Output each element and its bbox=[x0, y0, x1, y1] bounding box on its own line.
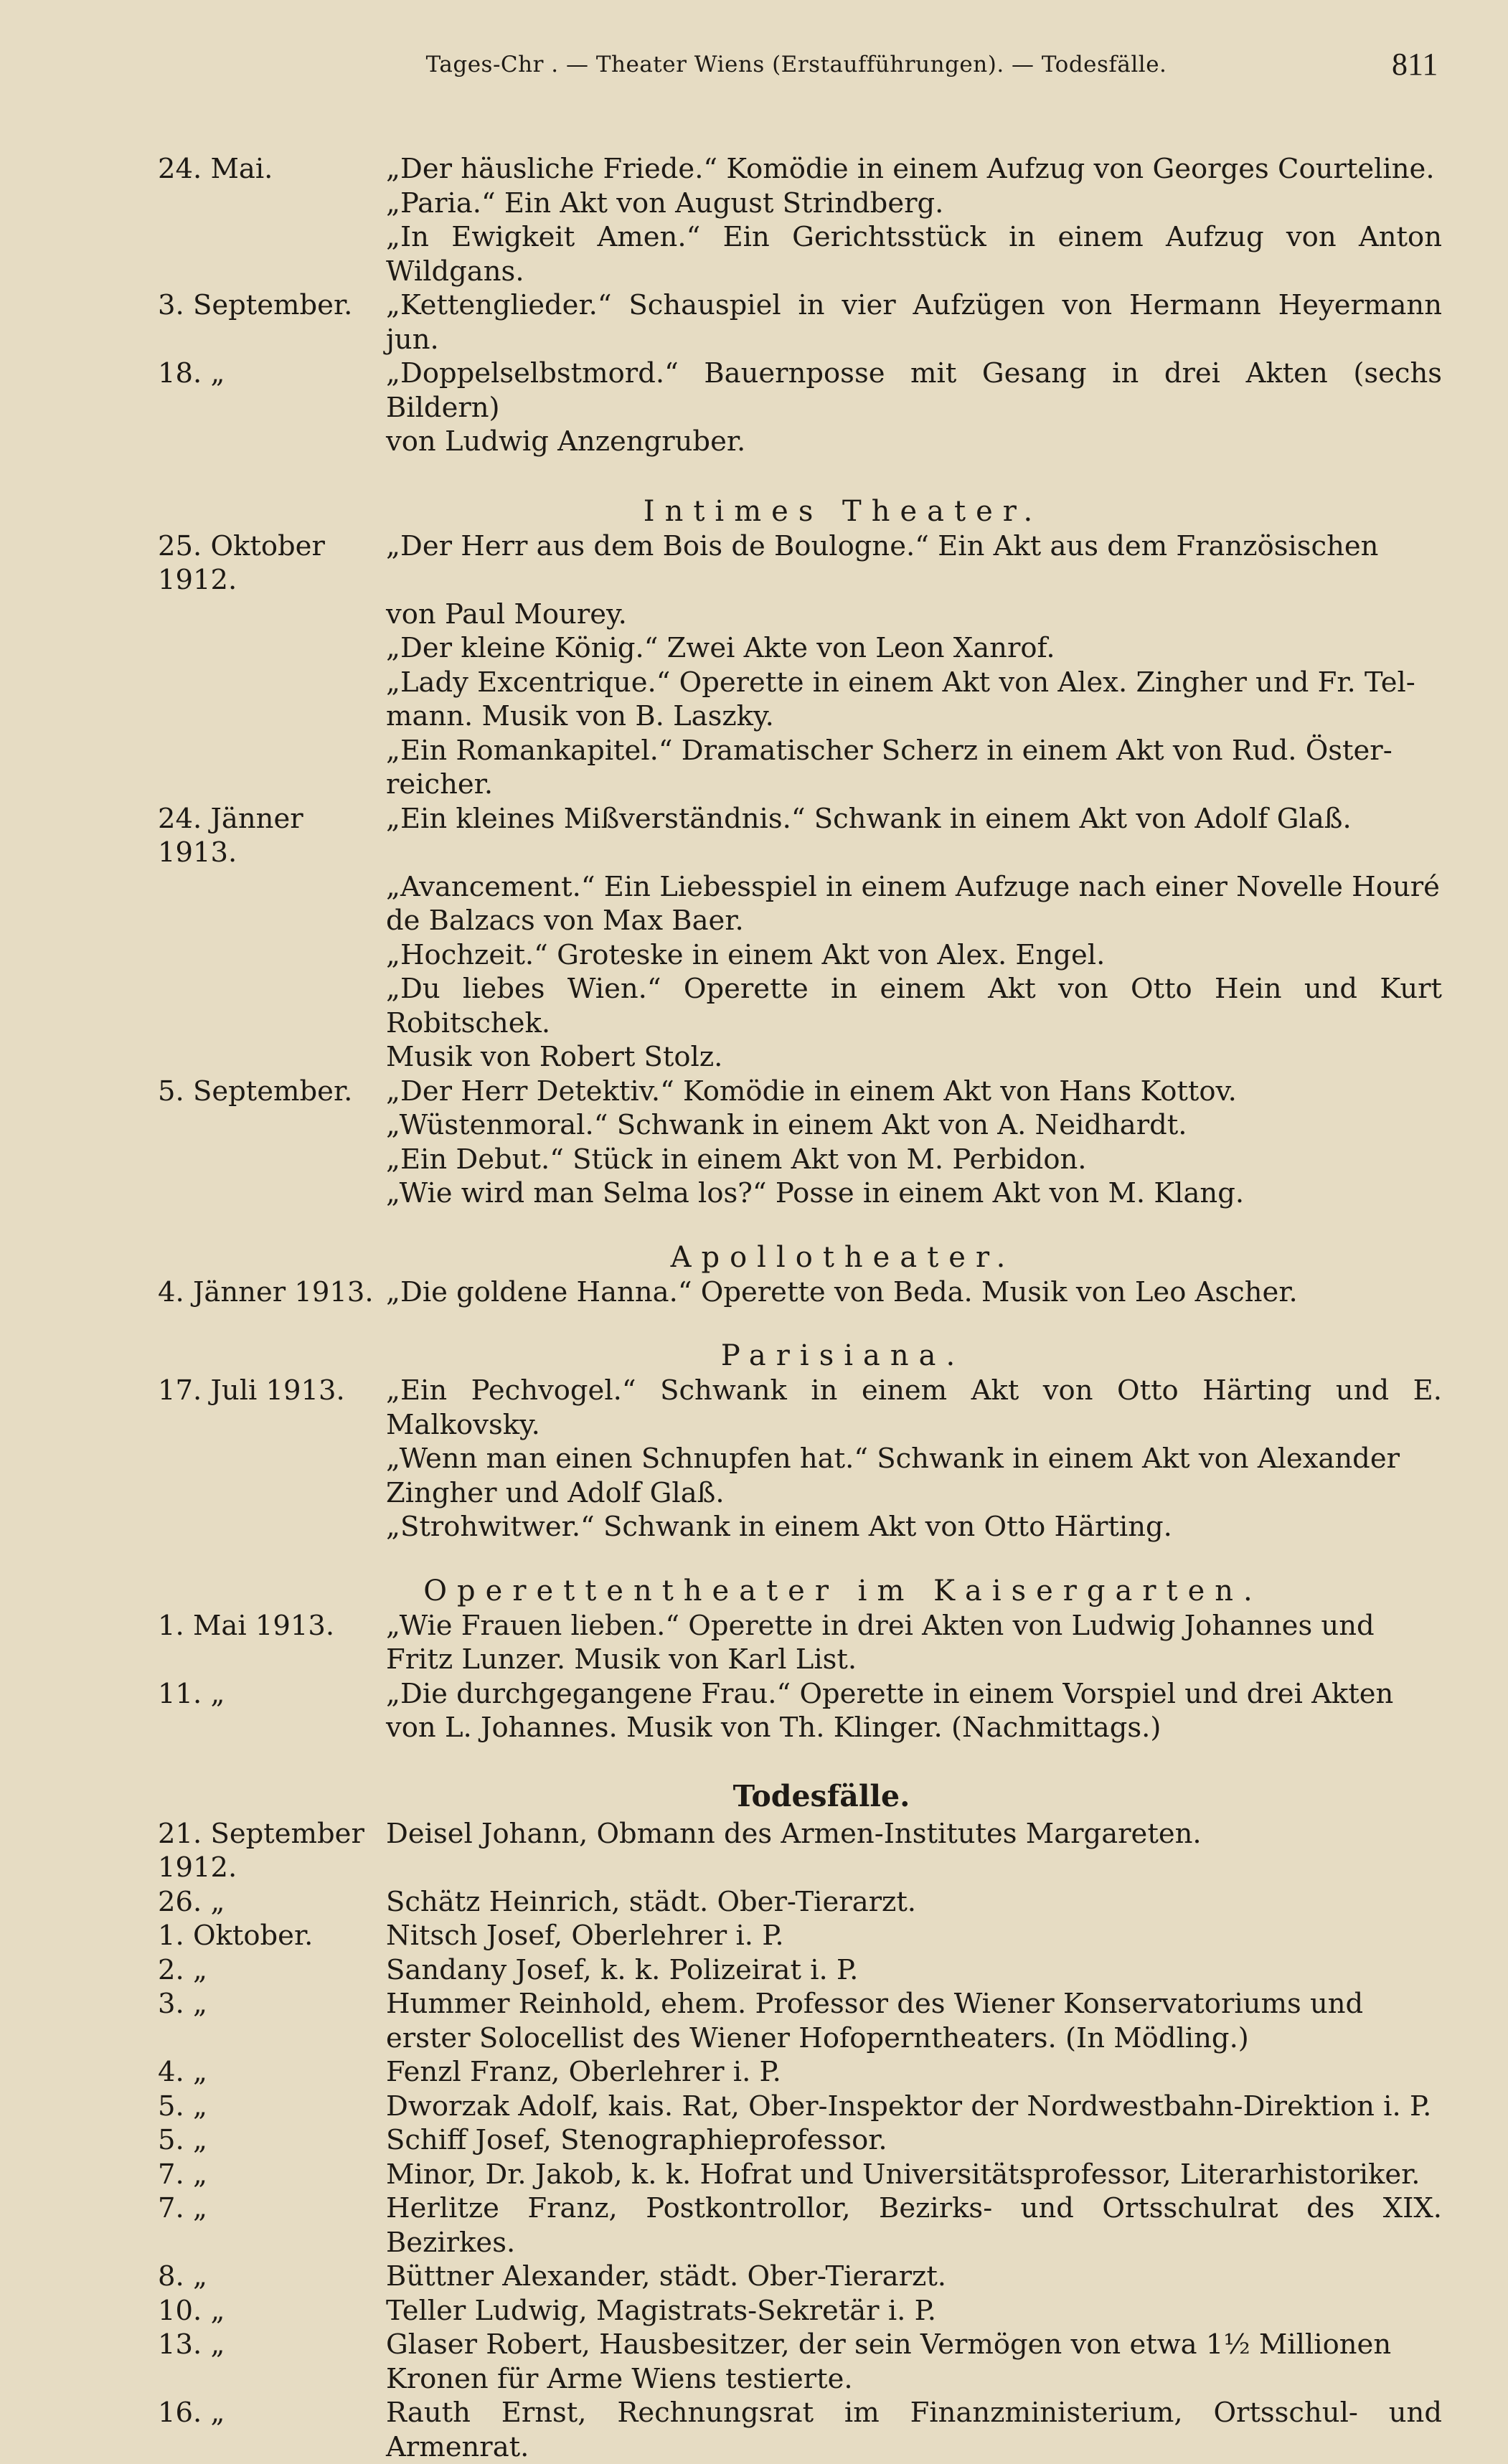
entry-row bbox=[158, 904, 1442, 938]
entry-text: „Ein kleines Mißverständnis.“ Schwank in einem Akt von Adolf Glaß. bbox=[386, 802, 1352, 835]
entry-row bbox=[158, 734, 1442, 768]
entry-row bbox=[158, 699, 1442, 734]
death-text: erster Solocellist des Wiener Hofoperntheaters. (In Mödling.) bbox=[386, 2021, 1249, 2054]
entry-row bbox=[158, 1075, 1442, 1109]
entry-date: 24. Mai. bbox=[158, 153, 273, 185]
death-date: 10. „ bbox=[158, 2294, 225, 2327]
death-date: 26. „ bbox=[158, 1885, 225, 1918]
entry-text: Fritz Lunzer. Musik von Karl List. bbox=[386, 1643, 857, 1676]
entry-row bbox=[158, 1643, 1442, 1677]
entry-row bbox=[158, 187, 1442, 221]
entry-date: 5. September. bbox=[158, 1075, 353, 1108]
death-text: Sandany Josef, k. k. Polizeirat i. P. bbox=[386, 1953, 859, 1986]
entry-date: 17. Juli 1913. bbox=[158, 1374, 345, 1407]
death-date: 21. September 1912. bbox=[158, 1817, 364, 1884]
death-row bbox=[158, 2294, 1442, 2328]
entry-date: 25. Oktober 1912. bbox=[158, 529, 325, 596]
entry-text: „Der häusliche Friede.“ Komödie in einem Aufzug von Georges Courteline. bbox=[386, 153, 1435, 185]
entry-date bbox=[158, 1711, 386, 1745]
death-text: Kronen für Arme Wiens testierte. bbox=[386, 2362, 853, 2395]
entry-row bbox=[158, 152, 1442, 187]
entry-date bbox=[158, 1143, 386, 1177]
entry-row bbox=[158, 1275, 1442, 1310]
entry-row bbox=[158, 1510, 1442, 1544]
entry-row bbox=[158, 666, 1442, 700]
entry-text: „Lady Excentrique.“ Operette in einem Akt von Alex. Zingher und Fr. Tel- bbox=[386, 666, 1415, 699]
death-text: Glaser Robert, Hausbesitzer, der sein Vermögen von etwa 1½ Millionen bbox=[386, 2328, 1392, 2361]
death-date: 7. „ bbox=[158, 2192, 207, 2224]
death-text: Rauth Ernst, Rechnungsrat im Finanzministerium, Ortsschul- und Armenrat. bbox=[386, 2397, 1442, 2463]
entry-row bbox=[158, 1374, 1442, 1442]
entry-text: „Du liebes Wien.“ Operette in einem Akt von Otto Hein und Kurt Robitschek. bbox=[386, 973, 1442, 1039]
entry-date bbox=[158, 699, 386, 734]
entry-date bbox=[158, 220, 386, 288]
death-text: Fenzl Franz, Oberlehrer i. P. bbox=[386, 2056, 781, 2088]
entry-date bbox=[158, 972, 386, 1040]
entry-date bbox=[158, 734, 386, 768]
entry-date bbox=[158, 598, 386, 632]
entry-text: „Paria.“ Ein Akt von August Strindberg. bbox=[386, 187, 944, 220]
death-date: 8. „ bbox=[158, 2260, 207, 2293]
entry-text: von Ludwig Anzengruber. bbox=[386, 425, 746, 458]
death-text: Dworzak Adolf, kais. Rat, Ober-Inspektor der Nordwestbahn-Direktion i. P. bbox=[386, 2090, 1432, 2123]
entry-text: „Der Herr Detektiv.“ Komödie in einem Akt von Hans Kottov. bbox=[386, 1075, 1237, 1108]
entry-text: Musik von Robert Stolz. bbox=[386, 1041, 723, 1073]
entry-row bbox=[158, 768, 1442, 802]
entry-row bbox=[158, 802, 1442, 870]
death-date: 5. „ bbox=[158, 2124, 207, 2156]
entry-date bbox=[158, 904, 386, 938]
entry-text: „Die durchgegangene Frau.“ Operette in einem Vorspiel und drei Akten bbox=[386, 1677, 1394, 1710]
entry-text: „Wie Frauen lieben.“ Operette in drei Akten von Ludwig Johannes und bbox=[386, 1609, 1375, 1642]
death-row bbox=[158, 2090, 1442, 2124]
entry-date bbox=[158, 1108, 386, 1143]
death-date: 3. „ bbox=[158, 1988, 207, 2020]
entry-text: mann. Musik von B. Laszky. bbox=[386, 700, 774, 732]
entry-date bbox=[158, 187, 386, 221]
entry-text: de Balzacs von Max Baer. bbox=[386, 905, 744, 937]
entry-text: „Wenn man einen Schnupfen hat.“ Schwank in einem Akt von Alexander bbox=[386, 1443, 1400, 1475]
entry-text: „Der kleine König.“ Zwei Akte von Leon Xanrof. bbox=[386, 632, 1055, 664]
death-row bbox=[158, 1953, 1442, 1988]
entry-text: „Kettenglieder.“ Schauspiel in vier Aufzügen von Hermann Heyermann jun. bbox=[386, 289, 1442, 356]
entry-date: 11. „ bbox=[158, 1677, 225, 1710]
entry-text: Zingher und Adolf Glaß. bbox=[386, 1476, 725, 1509]
page-content bbox=[158, 152, 1442, 2464]
entry-row bbox=[158, 529, 1442, 598]
entry-row bbox=[158, 1476, 1442, 1511]
entry-date bbox=[158, 1040, 386, 1075]
death-text: Hummer Reinhold, ehem. Professor des Wiener Konservatoriums und bbox=[386, 1988, 1364, 2020]
death-text: Nitsch Josef, Oberlehrer i. P. bbox=[386, 1920, 784, 1952]
death-row bbox=[158, 2396, 1442, 2464]
death-row bbox=[158, 2123, 1442, 2158]
death-date bbox=[158, 2362, 386, 2397]
entry-date: 3. September. bbox=[158, 289, 353, 321]
death-text: Schätz Heinrich, städt. Ober-Tierarzt. bbox=[386, 1885, 917, 1918]
entry-row bbox=[158, 1143, 1442, 1177]
death-date: 16. „ bbox=[158, 2397, 225, 2429]
entry-row bbox=[158, 1442, 1442, 1476]
entry-row bbox=[158, 1108, 1442, 1143]
entry-text: „Wüstenmoral.“ Schwank in einem Akt von A. Neidhardt. bbox=[386, 1109, 1187, 1141]
entry-date: 24. Jänner 1913. bbox=[158, 802, 303, 869]
death-row bbox=[158, 2260, 1442, 2294]
entry-date bbox=[158, 768, 386, 802]
running-header: Tages-Chr . — Theater Wiens (Erstaufführungen). — Todesfälle. bbox=[425, 52, 1167, 77]
death-date: 5. „ bbox=[158, 2090, 207, 2123]
entry-date bbox=[158, 666, 386, 700]
death-row bbox=[158, 1885, 1442, 1920]
entry-date bbox=[158, 425, 386, 459]
death-text: Deisel Johann, Obmann des Armen-Institutes Margareten. bbox=[386, 1817, 1202, 1850]
page-number: 811 bbox=[1392, 47, 1438, 82]
entry-date bbox=[158, 870, 386, 905]
entry-date: 18. „ bbox=[158, 357, 225, 390]
death-row bbox=[158, 2362, 1442, 2397]
death-date: 7. „ bbox=[158, 2158, 207, 2191]
entry-row bbox=[158, 1711, 1442, 1745]
entry-text: „Der Herr aus dem Bois de Boulogne.“ Ein Akt aus dem Französischen bbox=[386, 529, 1379, 562]
entry-text: „Ein Pechvogel.“ Schwank in einem Akt von Otto Härting und E. Malkovsky. bbox=[386, 1374, 1442, 1441]
entry-row bbox=[158, 1040, 1442, 1075]
death-row bbox=[158, 1919, 1442, 1953]
entry-date: 1. Mai 1913. bbox=[158, 1609, 335, 1642]
entry-row bbox=[158, 870, 1442, 905]
entry-date bbox=[158, 1643, 386, 1677]
entry-text: „Wie wird man Selma los?“ Posse in einem Akt von M. Klang. bbox=[386, 1177, 1245, 1209]
entry-date bbox=[158, 1442, 386, 1476]
death-date: 4. „ bbox=[158, 2056, 207, 2088]
deaths-heading: Todesfälle. bbox=[732, 1778, 910, 1813]
entry-text: „Strohwitwer.“ Schwank in einem Akt von Otto Härting. bbox=[386, 1511, 1172, 1543]
death-text: Büttner Alexander, städt. Ober-Tierarzt. bbox=[386, 2260, 947, 2293]
death-row bbox=[158, 1817, 1442, 1885]
entry-text: „Die goldene Hanna.“ Operette von Beda. Musik von Leo Ascher. bbox=[386, 1275, 1298, 1308]
entry-date bbox=[158, 1510, 386, 1544]
section-heading: Intimes Theater. bbox=[643, 494, 1043, 528]
death-text: Minor, Dr. Jakob, k. k. Hofrat und Universitätsprofessor, Literarhistoriker. bbox=[386, 2158, 1420, 2191]
entry-row bbox=[158, 425, 1442, 459]
section-heading: Apollotheater. bbox=[670, 1240, 1016, 1274]
section-heading: Operettentheater im Kaisergarten. bbox=[423, 1574, 1263, 1608]
entry-row bbox=[158, 972, 1442, 1040]
entry-row bbox=[158, 598, 1442, 632]
entry-text: „Avancement.“ Ein Liebesspiel in einem Aufzuge nach einer Novelle Houré bbox=[386, 870, 1440, 903]
entry-row bbox=[158, 1677, 1442, 1712]
death-text: Teller Ludwig, Magistrats-Sekretär i. P. bbox=[386, 2294, 936, 2327]
entry-text: „Ein Debut.“ Stück in einem Akt von M. Perbidon. bbox=[386, 1143, 1087, 1176]
entry-date bbox=[158, 1476, 386, 1511]
entry-text: von L. Johannes. Musik von Th. Klinger. (Nachmittags.) bbox=[386, 1712, 1161, 1744]
entry-text: „In Ewigkeit Amen.“ Ein Gerichtsstück in einem Aufzug von Anton Wildgans. bbox=[386, 221, 1442, 288]
death-row bbox=[158, 2021, 1442, 2056]
death-text: Schiff Josef, Stenographieprofessor. bbox=[386, 2124, 887, 2156]
entry-row bbox=[158, 220, 1442, 288]
entry-text: „Ein Romankapitel.“ Dramatischer Scherz in einem Akt von Rud. Öster- bbox=[386, 734, 1392, 767]
entry-row bbox=[158, 1609, 1442, 1643]
death-row bbox=[158, 2328, 1442, 2362]
entry-text: von Paul Mourey. bbox=[386, 598, 627, 631]
entry-text: „Hochzeit.“ Groteske in einem Akt von Alex. Engel. bbox=[386, 938, 1106, 971]
entry-date bbox=[158, 1176, 386, 1211]
entry-date: 4. Jänner 1913. bbox=[158, 1275, 374, 1308]
death-date bbox=[158, 2021, 386, 2056]
death-text: Herlitze Franz, Postkontrollor, Bezirks- und Ortsschulrat des XIX. Bezirkes. bbox=[386, 2192, 1442, 2259]
entry-row bbox=[158, 357, 1442, 425]
death-row bbox=[158, 2055, 1442, 2090]
entry-date bbox=[158, 938, 386, 973]
entry-row bbox=[158, 938, 1442, 973]
entry-row bbox=[158, 1176, 1442, 1211]
death-date: 1. Oktober. bbox=[158, 1920, 314, 1952]
entry-row bbox=[158, 288, 1442, 357]
entry-text: reicher. bbox=[386, 768, 494, 801]
entry-row bbox=[158, 631, 1442, 666]
entry-text: „Doppelselbstmord.“ Bauernposse mit Gesang in drei Akten (sechs Bildern) bbox=[386, 357, 1442, 424]
death-row bbox=[158, 2158, 1442, 2192]
death-row bbox=[158, 2191, 1442, 2260]
section-heading: Parisiana. bbox=[720, 1339, 966, 1372]
death-date: 2. „ bbox=[158, 1953, 207, 1986]
entry-date bbox=[158, 631, 386, 666]
death-date: 13. „ bbox=[158, 2328, 225, 2361]
death-row bbox=[158, 1987, 1442, 2021]
